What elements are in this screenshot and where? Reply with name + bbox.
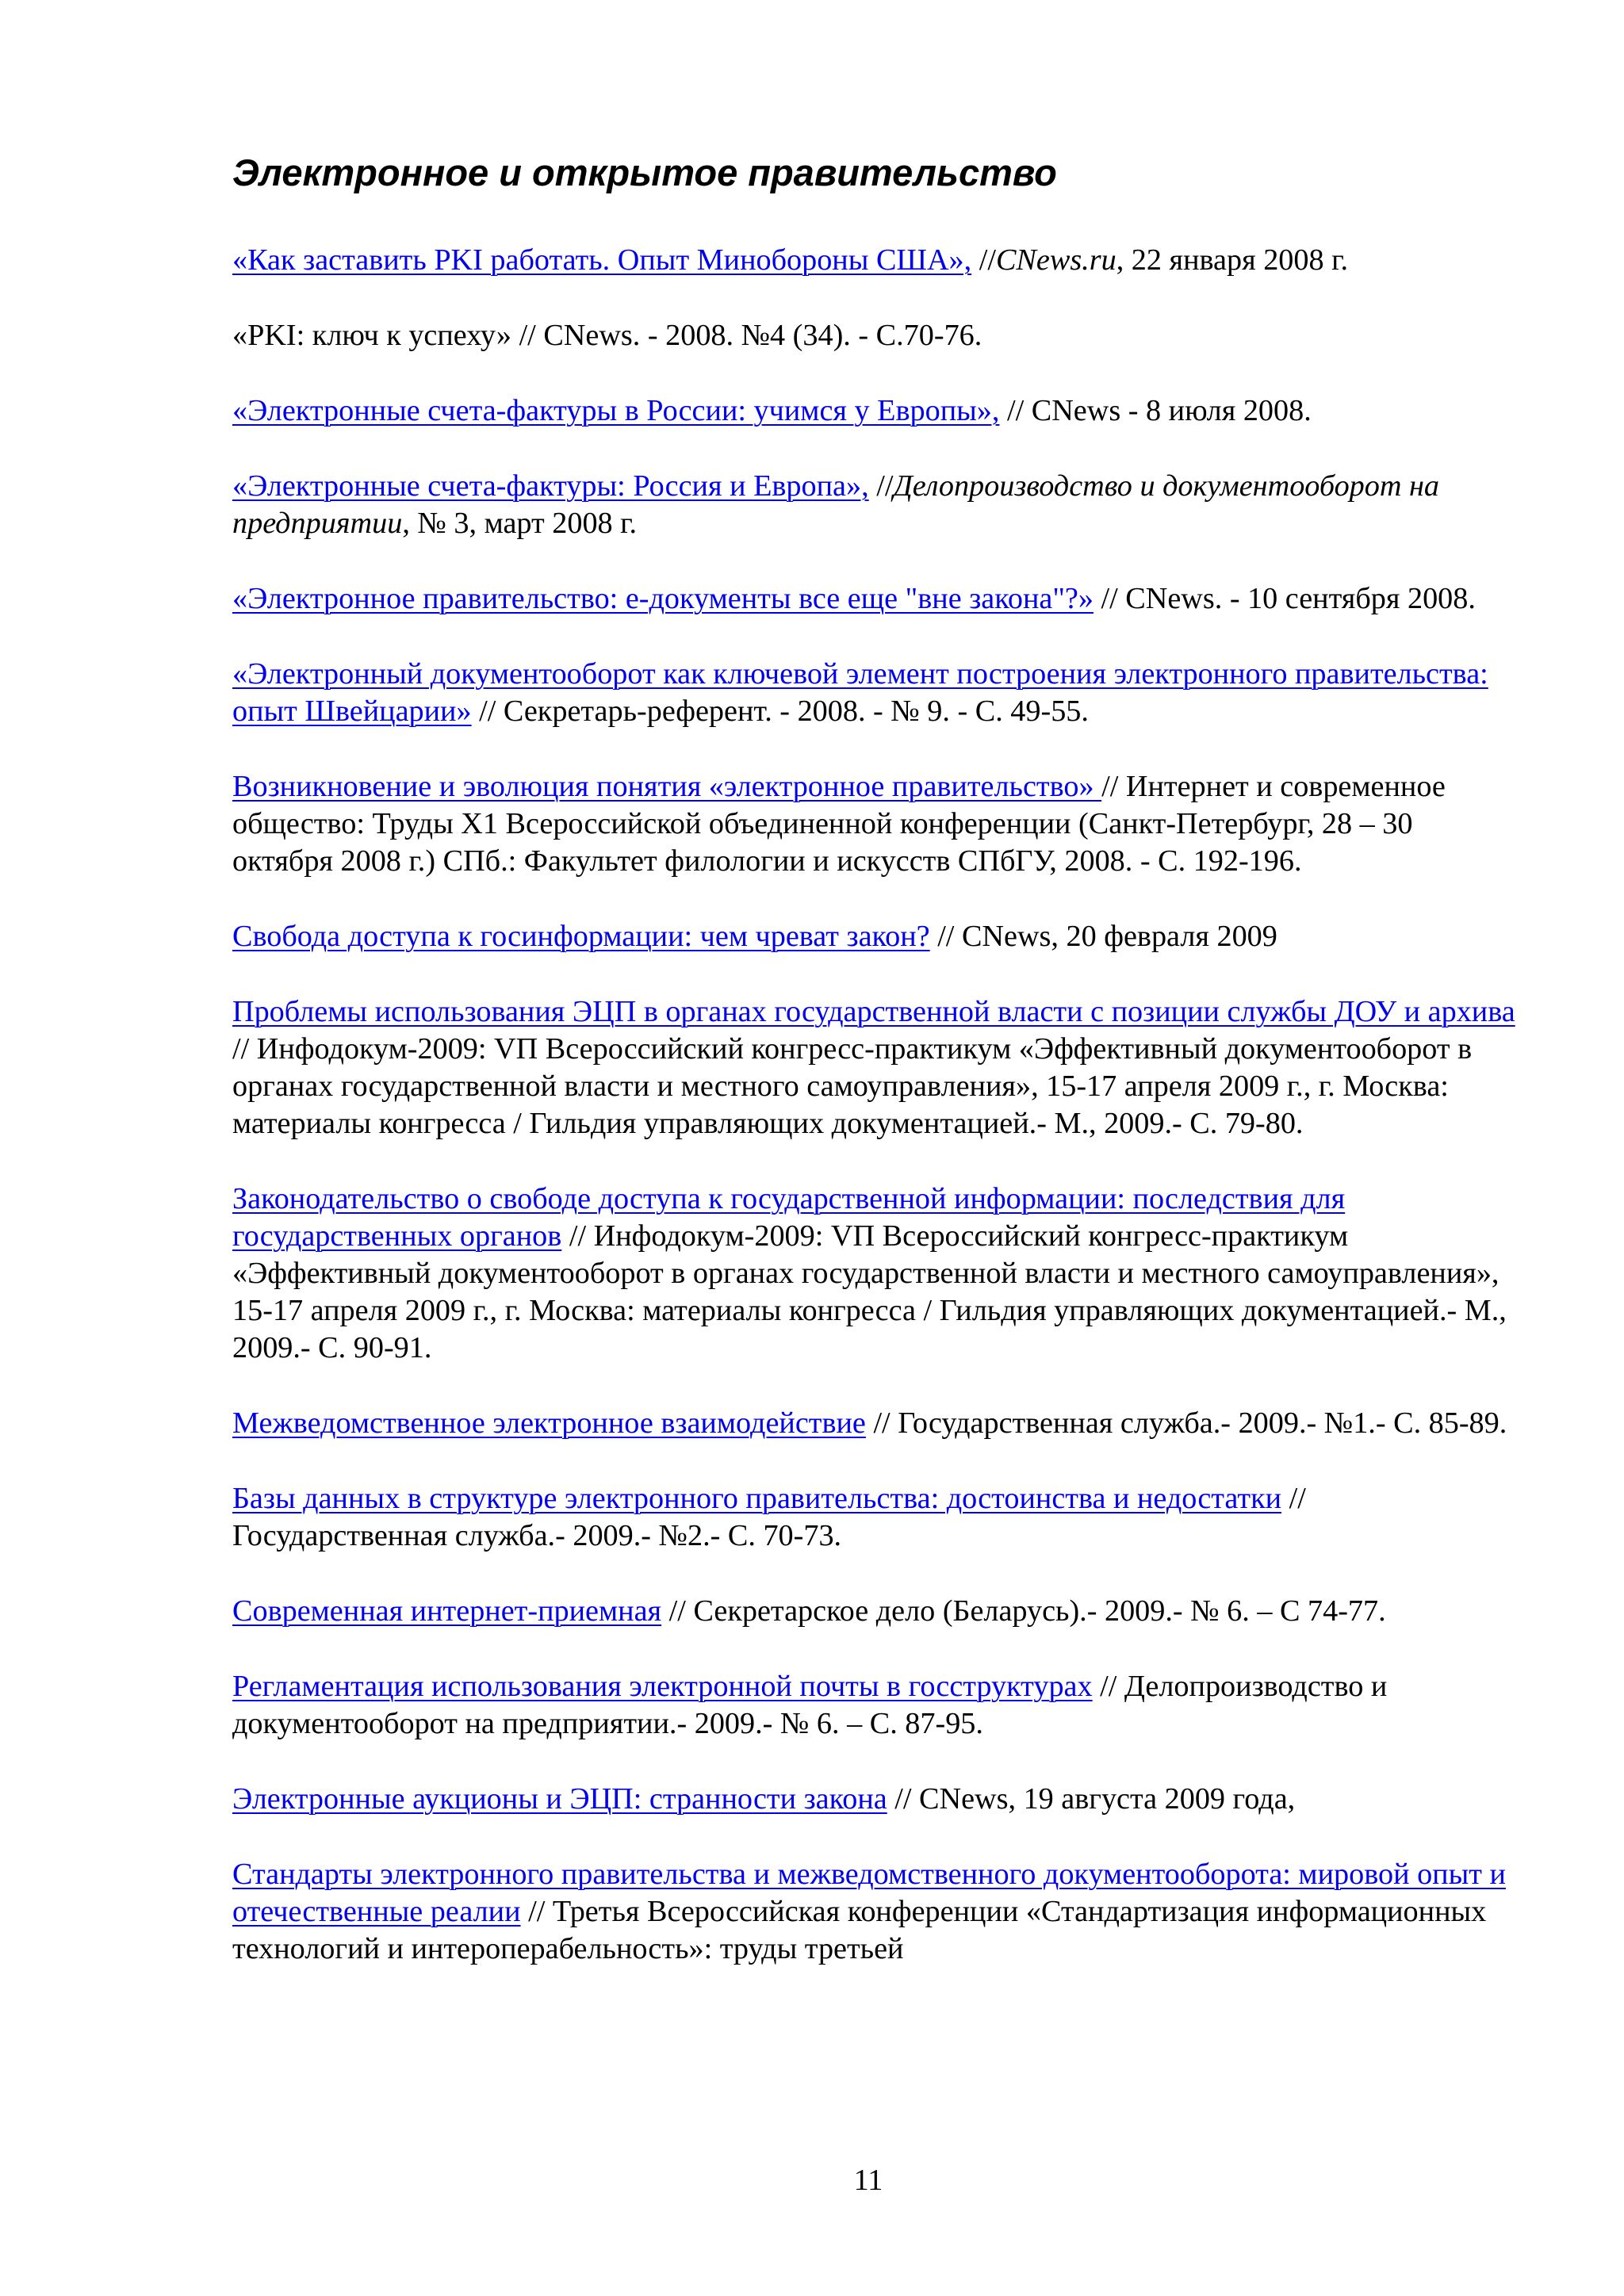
section-title: Электронное и открытое правительство	[232, 151, 1057, 193]
source-title: Делопроизводство и документооборот на предприятии	[232, 469, 1440, 540]
reference-item	[232, 468, 1517, 542]
citation-text: , 22 января 2008 г.	[1116, 243, 1349, 277]
reference-list	[232, 242, 1517, 2006]
citation-text: , № 3, март 2008 г.	[402, 507, 638, 540]
reference-item	[232, 580, 1517, 618]
citation-text: // CNews. - 10 сентября 2008.	[1093, 582, 1476, 615]
citation-text: // Делопроизводство и документооборот на предприятии.- 2009.- № 6. – С. 87-95.	[232, 1670, 1388, 1740]
source-title: CNews.ru	[995, 243, 1116, 277]
reference-item	[232, 392, 1517, 430]
reference-link[interactable]: Базы данных в структуре электронного правительства: достоинства и недостатки	[232, 1482, 1282, 1515]
reference-link[interactable]: Законодательство о свободе доступа к государственной информации: последствия для государственных органов	[232, 1182, 1346, 1253]
reference-link[interactable]: «Электронные счета-фактуры: Россия и Европа»,	[232, 469, 869, 503]
citation-text: // Интернет и современное общество: Труды X1 Всероссийской объединенной конференции (Санкт-Петербург, 28 – 30 октября 2008 г.) СПб.: Факультет филологии и искусств СПбГУ, 2008. - С. 192-196.	[232, 770, 1446, 878]
reference-item	[232, 1181, 1517, 1367]
reference-link[interactable]: Свобода доступа к госинформации: чем чреват закон?	[232, 920, 930, 953]
reference-item	[232, 918, 1517, 955]
reference-link[interactable]: «Электронное правительство: е-документы все еще "вне закона"?»	[232, 582, 1094, 615]
reference-item	[232, 768, 1517, 880]
reference-link[interactable]: Стандарты электронного правительства и межведомственного документооборота: мировой опыт и отечественные реалии	[232, 1858, 1506, 1928]
reference-item	[232, 1856, 1517, 1968]
reference-item	[232, 1405, 1517, 1442]
reference-item	[232, 242, 1517, 279]
reference-item	[232, 1781, 1517, 1818]
citation-text: // CNews, 19 августа 2009 года,	[887, 1782, 1296, 1816]
citation-text: // Инфодокум-2009: VП Всероссийский конгресс-практикум «Эффективный документооборот в органах государственной власти и местного самоуправления», 15-17 апреля 2009 г., г. Москва: материалы конгресса / Гильдия управляющих документацией.- М., 2009.- С. 79-80.	[232, 1032, 1473, 1140]
citation-text: // Третья Всероссийская конференции «Стандартизация информационных технологий и интероперабельность»: труды третьей	[232, 1895, 1487, 1965]
reference-link[interactable]: Проблемы использования ЭЦП в органах государственной власти с позиции службы ДОУ и архива	[232, 995, 1515, 1028]
reference-item	[232, 1480, 1517, 1555]
reference-link[interactable]: Электронные аукционы и ЭЦП: странности закона	[232, 1782, 887, 1816]
citation-text: // Государственная служба.- 2009.- №1.- С. 85-89.	[865, 1406, 1507, 1440]
citation-text: // Секретарское дело (Беларусь).- 2009.- № 6. – С 74-77.	[661, 1594, 1386, 1628]
citation-text: // CNews, 20 февраля 2009	[929, 920, 1277, 953]
citation-text: // Секретарь-референт. - 2008. - № 9. - С. 49-55.	[471, 695, 1089, 728]
reference-item	[232, 656, 1517, 730]
reference-item	[232, 993, 1517, 1142]
reference-link[interactable]: Современная интернет-приемная	[232, 1594, 662, 1628]
reference-link[interactable]: «Как заставить PKI работать. Опыт Минобороны США»,	[232, 243, 972, 277]
reference-item	[232, 317, 1517, 354]
citation-text: //	[971, 243, 996, 277]
reference-item	[232, 1668, 1517, 1743]
page-number: 11	[853, 2164, 883, 2197]
reference-link[interactable]: Регламентация использования электронной почты в госструктурах	[232, 1670, 1093, 1703]
citation-text: «PKI: ключ к успеху» // CNews. - 2008. №4 (34). - С.70-76.	[232, 319, 982, 352]
reference-link[interactable]: Межведомственное электронное взаимодействие	[232, 1406, 866, 1440]
citation-text: // CNews - 8 июля 2008.	[999, 394, 1312, 427]
reference-link[interactable]: «Электронные счета-фактуры в России: учимся у Европы»,	[232, 394, 1000, 427]
citation-text: // Государственная служба.- 2009.- №2.- С. 70-73.	[232, 1482, 1306, 1552]
reference-link[interactable]: «Электронный документооборот как ключевой элемент построения электронного правительства: опыт Швейцарии»	[232, 657, 1488, 728]
citation-text: // Инфодокум-2009: VП Всероссийский конгресс-практикум «Эффективный документооборот в органах государственной власти и местного самоуправления», 15-17 апреля 2009 г., г. Москва: материалы конгресса / Гильдия управляющих документацией.- М., 2009.- С. 90-91.	[232, 1219, 1507, 1364]
citation-text: //	[868, 469, 894, 503]
reference-link[interactable]: Возникновение и эволюция понятия «электронное правительство»	[232, 770, 1102, 803]
reference-item	[232, 1593, 1517, 1630]
